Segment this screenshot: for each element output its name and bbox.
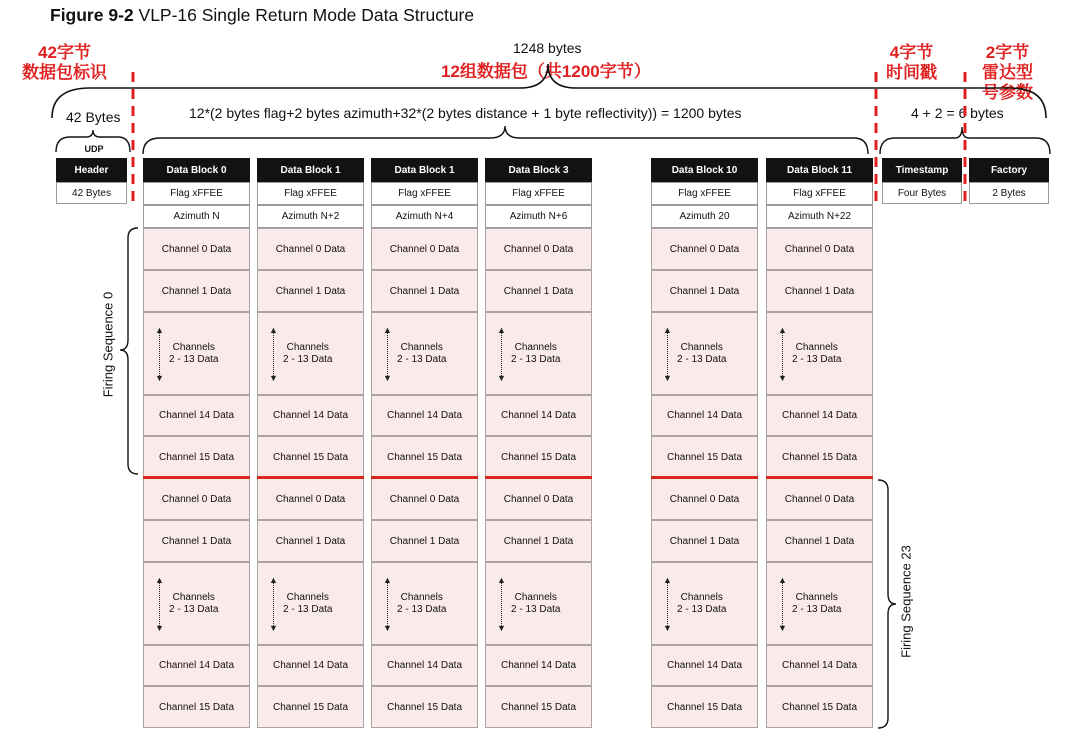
channel-14-cell: Channel 14 Data [371, 645, 478, 686]
packet-total-bytes: 1248 bytes [513, 40, 582, 56]
channel-0-cell: Channel 0 Data [485, 478, 592, 520]
block-azimuth: Azimuth N+4 [371, 205, 478, 228]
channels-multi-line-1: Channels [286, 342, 329, 353]
dotted-double-arrow-icon: ▲ ▼ [155, 575, 164, 633]
channel-0-cell: Channel 0 Data [257, 228, 364, 270]
channels-multi-line-2: 2 - 13 Data [792, 604, 842, 615]
channels-multi-line-2: 2 - 13 Data [792, 354, 842, 365]
channel-15-cell: Channel 15 Data [143, 686, 250, 728]
channels-multi-line-1: Channels [172, 592, 215, 603]
channels-multi-line-1: Channels [172, 342, 215, 353]
block-title: Data Block 3 [485, 158, 592, 182]
channel-0-cell: Channel 0 Data [257, 478, 364, 520]
block-azimuth: Azimuth N [143, 205, 250, 228]
dotted-double-arrow-icon: ▲ ▼ [155, 325, 164, 383]
annotation-timestamp: 4字节 时间戳 [886, 43, 937, 82]
timestamp-size-cell: Four Bytes [882, 182, 962, 204]
channels-multi-line-1: Channels [286, 592, 329, 603]
dotted-double-arrow-icon: ▲ ▼ [383, 325, 392, 383]
channel-14-cell: Channel 14 Data [143, 395, 250, 436]
channels-multi-line-2: 2 - 13 Data [677, 354, 727, 365]
channel-1-cell: Channel 1 Data [766, 520, 873, 562]
factory-header-cell: Factory [969, 158, 1049, 182]
channel-14-cell: Channel 14 Data [651, 395, 758, 436]
channels-multi-line-2: 2 - 13 Data [169, 354, 219, 365]
block-title: Data Block 1 [371, 158, 478, 182]
channels-2-13-label [663, 326, 726, 382]
channels-multi-line-2: 2 - 13 Data [169, 604, 219, 615]
block-title: Data Block 11 [766, 158, 873, 182]
channels-multi-line-1: Channels [400, 592, 443, 603]
channel-0-cell: Channel 0 Data [485, 228, 592, 270]
block-title: Data Block 1 [257, 158, 364, 182]
channels-multi-line-1: Channels [514, 342, 557, 353]
channel-14-cell: Channel 14 Data [766, 395, 873, 436]
channels-2-13-label [269, 326, 332, 382]
data-blocks-formula: 12*(2 bytes flag+2 bytes azimuth+32*(2 bytes distance + 1 byte reflectivity)) = 1200 bytes [189, 105, 742, 121]
packet-brace [52, 64, 1046, 118]
channel-1-cell: Channel 1 Data [651, 520, 758, 562]
channel-0-cell: Channel 0 Data [651, 478, 758, 520]
firing-separator [651, 476, 758, 479]
annotation-data-blocks: 12组数据包（共1200字节） [441, 62, 651, 81]
channels-2-13-label [155, 576, 218, 632]
channel-14-cell: Channel 14 Data [651, 645, 758, 686]
firing-separator [371, 476, 478, 479]
block-azimuth: Azimuth N+6 [485, 205, 592, 228]
channels-multi-line-2: 2 - 13 Data [397, 354, 447, 365]
channel-0-cell: Channel 0 Data [651, 228, 758, 270]
channels-2-13-label [778, 326, 841, 382]
channels-2-13-label [383, 326, 446, 382]
channel-1-cell: Channel 1 Data [371, 520, 478, 562]
channels-multi-line-2: 2 - 13 Data [283, 604, 333, 615]
channel-0-cell: Channel 0 Data [766, 478, 873, 520]
channels-2-13-label [155, 326, 218, 382]
block-flag: Flag xFFEE [485, 182, 592, 205]
channels-2-13-label [663, 576, 726, 632]
block-azimuth: Azimuth N+2 [257, 205, 364, 228]
udp-header-cell: Header [56, 158, 127, 182]
channels-multi-line-1: Channels [795, 342, 838, 353]
channel-1-cell: Channel 1 Data [485, 520, 592, 562]
channels-2-13-label [383, 576, 446, 632]
firing-seq-23-brace [878, 480, 896, 728]
channels-multi-line-1: Channels [680, 342, 723, 353]
channel-15-cell: Channel 15 Data [766, 686, 873, 728]
channel-14-cell: Channel 14 Data [257, 645, 364, 686]
channel-15-cell: Channel 15 Data [371, 686, 478, 728]
block-flag: Flag xFFEE [651, 182, 758, 205]
channel-15-cell: Channel 15 Data [485, 436, 592, 478]
channels-multi-line-2: 2 - 13 Data [511, 354, 561, 365]
channel-1-cell: Channel 1 Data [143, 520, 250, 562]
channels-multi-line-2: 2 - 13 Data [397, 604, 447, 615]
channel-14-cell: Channel 14 Data [485, 395, 592, 436]
channel-0-cell: Channel 0 Data [371, 478, 478, 520]
block-flag: Flag xFFEE [143, 182, 250, 205]
firing-separator [143, 476, 250, 479]
channel-15-cell: Channel 15 Data [651, 436, 758, 478]
channel-1-cell: Channel 1 Data [371, 270, 478, 312]
channel-14-cell: Channel 14 Data [257, 395, 364, 436]
udp-size-cell: 42 Bytes [56, 182, 127, 204]
dotted-double-arrow-icon: ▲ ▼ [663, 575, 672, 633]
channel-1-cell: Channel 1 Data [766, 270, 873, 312]
channel-1-cell: Channel 1 Data [257, 270, 364, 312]
block-title: Data Block 10 [651, 158, 758, 182]
channel-1-cell: Channel 1 Data [485, 270, 592, 312]
channels-2-13-label [778, 576, 841, 632]
block-flag: Flag xFFEE [766, 182, 873, 205]
dotted-double-arrow-icon: ▲ ▼ [497, 325, 506, 383]
channel-15-cell: Channel 15 Data [371, 436, 478, 478]
channels-multi-line-2: 2 - 13 Data [677, 604, 727, 615]
firing-separator [485, 476, 592, 479]
channel-15-cell: Channel 15 Data [485, 686, 592, 728]
channel-14-cell: Channel 14 Data [371, 395, 478, 436]
firing-sequence-23-label: Firing Sequence 23 [898, 545, 914, 658]
firing-separator [766, 476, 873, 479]
channel-15-cell: Channel 15 Data [257, 686, 364, 728]
channel-14-cell: Channel 14 Data [766, 645, 873, 686]
channel-15-cell: Channel 15 Data [257, 436, 364, 478]
channel-0-cell: Channel 0 Data [143, 478, 250, 520]
channels-multi-line-1: Channels [680, 592, 723, 603]
block-azimuth: Azimuth N+22 [766, 205, 873, 228]
block-flag: Flag xFFEE [371, 182, 478, 205]
channels-2-13-label [497, 326, 560, 382]
block-title: Data Block 0 [143, 158, 250, 182]
dotted-double-arrow-icon: ▲ ▼ [383, 575, 392, 633]
dotted-double-arrow-icon: ▲ ▼ [497, 575, 506, 633]
channel-1-cell: Channel 1 Data [651, 270, 758, 312]
channel-1-cell: Channel 1 Data [143, 270, 250, 312]
block-flag: Flag xFFEE [257, 182, 364, 205]
udp-total-bytes: 42 Bytes [66, 109, 121, 125]
channel-15-cell: Channel 15 Data [143, 436, 250, 478]
channels-2-13-label [497, 576, 560, 632]
channel-15-cell: Channel 15 Data [766, 436, 873, 478]
timestamp-header-cell: Timestamp [882, 158, 962, 182]
firing-sequence-0-label: Firing Sequence 0 [100, 291, 116, 398]
dotted-double-arrow-icon: ▲ ▼ [663, 325, 672, 383]
channel-15-cell: Channel 15 Data [651, 686, 758, 728]
channels-multi-line-1: Channels [400, 342, 443, 353]
dotted-double-arrow-icon: ▲ ▼ [269, 575, 278, 633]
channels-multi-line-1: Channels [795, 592, 838, 603]
dotted-double-arrow-icon: ▲ ▼ [269, 325, 278, 383]
channel-14-cell: Channel 14 Data [485, 645, 592, 686]
block-azimuth: Azimuth 20 [651, 205, 758, 228]
firing-seq-0-brace [120, 228, 138, 474]
figure-number: Figure 9-2 [50, 5, 134, 25]
tail-formula: 4 + 2 = 6 bytes [911, 105, 1004, 121]
channel-0-cell: Channel 0 Data [371, 228, 478, 270]
dotted-double-arrow-icon: ▲ ▼ [778, 325, 787, 383]
channel-14-cell: Channel 14 Data [143, 645, 250, 686]
channel-0-cell: Channel 0 Data [143, 228, 250, 270]
channels-multi-line-1: Channels [514, 592, 557, 603]
channel-0-cell: Channel 0 Data [766, 228, 873, 270]
annotation-factory: 2字节 雷达型 号参数 [982, 43, 1033, 102]
factory-size-cell: 2 Bytes [969, 182, 1049, 204]
channel-1-cell: Channel 1 Data [257, 520, 364, 562]
dotted-double-arrow-icon: ▲ ▼ [778, 575, 787, 633]
annotation-udp-header: 42字节 数据包标识 [22, 43, 107, 82]
udp-label: UDP [84, 144, 104, 154]
data-blocks-brace [143, 126, 868, 154]
channels-2-13-label [269, 576, 332, 632]
channels-multi-line-2: 2 - 13 Data [283, 354, 333, 365]
firing-separator [257, 476, 364, 479]
channels-multi-line-2: 2 - 13 Data [511, 604, 561, 615]
figure-title-text: VLP-16 Single Return Mode Data Structure [138, 5, 475, 25]
